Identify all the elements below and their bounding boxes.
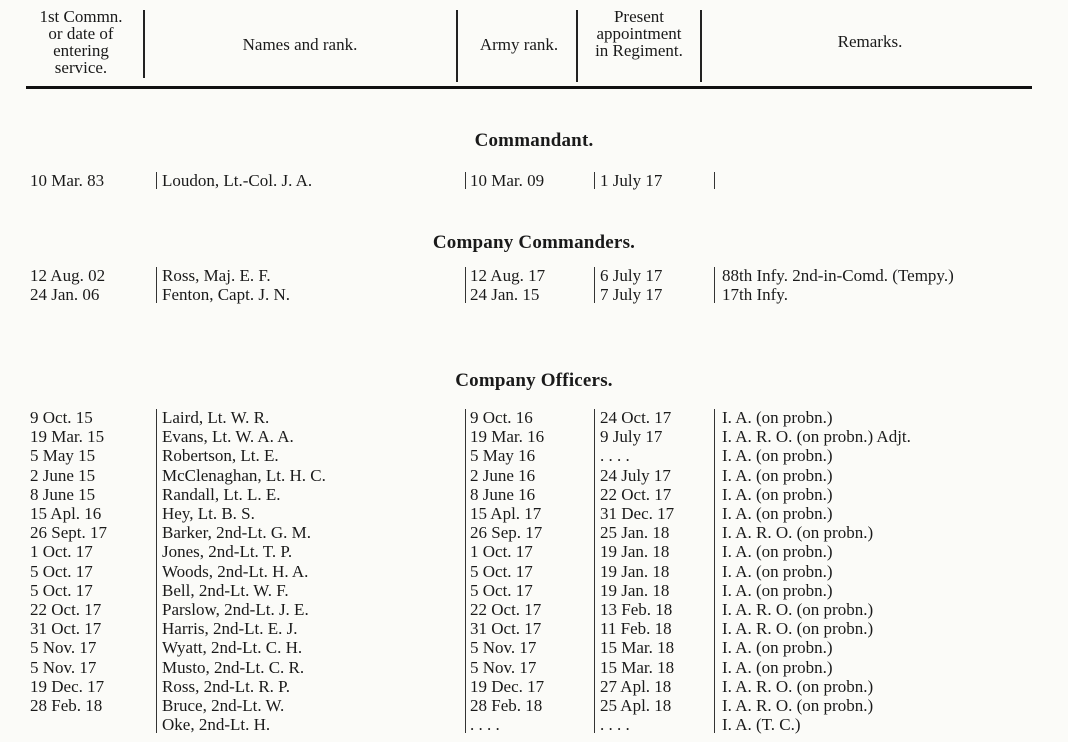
commission-date: 15 Apl. 16 <box>30 504 102 523</box>
section-title-company-officers: Company Officers. <box>455 370 613 391</box>
table-row <box>0 408 1068 427</box>
officer-name: Ross, 2nd-Lt. R. P. <box>162 676 290 696</box>
header-present-appointment: Present appointment in Regiment. <box>595 7 683 60</box>
officer-name: Musto, 2nd-Lt. C. R. <box>162 657 305 677</box>
remarks: I. A. R. O. (on probn.) Adjt. <box>722 427 911 447</box>
army-rank-date: 31 Oct. 17 <box>470 619 542 639</box>
appointment-date: 19 Jan. 18 <box>600 561 670 581</box>
header-army-rank: Army rank. <box>479 35 559 54</box>
column-divider <box>465 267 466 303</box>
army-rank-date: 9 Oct. 16 <box>470 408 533 427</box>
army-rank-date: 1 Oct. 17 <box>470 542 533 562</box>
commission-date: 26 Sept. 17 <box>30 523 107 543</box>
column-divider <box>714 409 715 733</box>
header-names-rank: Names and rank. <box>242 35 358 54</box>
table-row <box>0 523 1068 542</box>
officer-name: Robertson, Lt. E. <box>162 446 279 466</box>
remarks: I. A. (T. C.) <box>722 715 801 735</box>
table-row <box>0 285 1068 304</box>
remarks: I. A. (on probn.) <box>722 408 833 427</box>
appointment-date: 9 July 17 <box>600 427 663 447</box>
army-rank-date: 28 Feb. 18 <box>470 696 543 715</box>
remarks: I. A. R. O. (on probn.) <box>722 696 874 715</box>
appointment-date: 15 Mar. 18 <box>600 657 675 677</box>
army-rank-date: 15 Apl. 17 <box>470 504 542 523</box>
army-rank-date: 10 Mar. 09 <box>470 171 545 190</box>
column-divider <box>594 267 595 303</box>
section-title-commandant: Commandant. <box>474 130 594 151</box>
officer-name: Bell, 2nd-Lt. W. F. <box>162 580 289 600</box>
remarks: I. A. (on probn.) <box>722 580 833 600</box>
column-divider <box>714 267 715 303</box>
officer-name: Laird, Lt. W. R. <box>162 408 270 427</box>
army-rank-date: 19 Dec. 17 <box>470 676 545 696</box>
commission-date: 31 Oct. 17 <box>30 619 102 639</box>
column-divider <box>465 409 466 733</box>
appointment-date: 27 Apl. 18 <box>600 676 672 696</box>
commission-date: 24 Jan. 06 <box>30 285 100 304</box>
officer-name: Jones, 2nd-Lt. T. P. <box>162 542 293 562</box>
officer-name: Harris, 2nd-Lt. E. J. <box>162 619 298 639</box>
appointment-date: 6 July 17 <box>600 266 663 285</box>
appointment-date: . . . . <box>600 715 630 735</box>
appointment-date: 31 Dec. 17 <box>600 504 675 523</box>
commission-date: 12 Aug. 02 <box>30 266 106 285</box>
table-row <box>0 542 1068 561</box>
army-rank-date: 26 Sep. 17 <box>470 523 543 543</box>
remarks: I. A. (on probn.) <box>722 465 833 485</box>
appointment-date: 24 Oct. 17 <box>600 408 672 427</box>
commission-date: 2 June 15 <box>30 465 96 485</box>
officer-name: Woods, 2nd-Lt. H. A. <box>162 561 309 581</box>
remarks: 88th Infy. 2nd-in-Comd. (Tempy.) <box>722 266 954 285</box>
remarks: I. A. R. O. (on probn.) <box>722 600 874 619</box>
commission-date: 5 May 15 <box>30 446 96 466</box>
column-divider <box>714 172 715 189</box>
appointment-date: 13 Feb. 18 <box>600 600 673 619</box>
column-divider <box>594 409 595 733</box>
officer-name: Loudon, Lt.-Col. J. A. <box>162 171 313 190</box>
appointment-date: . . . . <box>600 446 630 466</box>
remarks: I. A. (on probn.) <box>722 504 833 523</box>
header-rule <box>26 86 1032 89</box>
commission-date: 19 Mar. 15 <box>30 427 105 447</box>
officer-name: Wyatt, 2nd-Lt. C. H. <box>162 638 303 658</box>
table-row <box>0 485 1068 504</box>
header-remarks: Remarks. <box>837 32 903 51</box>
commission-date: 22 Oct. 17 <box>30 600 102 619</box>
army-rank-date: . . . . <box>470 715 500 735</box>
commission-date: 28 Feb. 18 <box>30 696 103 715</box>
section-title-company-commanders: Company Commanders. <box>432 232 636 253</box>
officer-name: Bruce, 2nd-Lt. W. <box>162 696 285 715</box>
column-divider <box>156 172 157 189</box>
header-divider <box>576 10 578 82</box>
army-rank-date: 5 Nov. 17 <box>470 657 537 677</box>
table-row <box>0 638 1068 657</box>
commission-date: 9 Oct. 15 <box>30 408 93 427</box>
remarks: I. A. (on probn.) <box>722 484 833 504</box>
table-row <box>0 562 1068 581</box>
army-rank-date: 22 Oct. 17 <box>470 600 542 619</box>
remarks: I. A. (on probn.) <box>722 542 833 562</box>
table-row <box>0 677 1068 696</box>
appointment-date: 25 Apl. 18 <box>600 696 672 715</box>
army-rank-date: 24 Jan. 15 <box>470 285 540 304</box>
remarks: I. A. (on probn.) <box>722 561 833 581</box>
remarks: I. A. (on probn.) <box>722 638 833 658</box>
army-rank-date: 8 June 16 <box>470 484 536 504</box>
appointment-date: 22 Oct. 17 <box>600 484 672 504</box>
officer-name: McClenaghan, Lt. H. C. <box>162 465 326 485</box>
header-divider <box>700 10 702 82</box>
remarks: I. A. (on probn.) <box>722 657 833 677</box>
column-divider <box>594 172 595 189</box>
officer-name: Oke, 2nd-Lt. H. <box>162 715 271 735</box>
table-row <box>0 504 1068 523</box>
table-row <box>0 715 1068 734</box>
remarks: 17th Infy. <box>722 285 788 304</box>
header-divider <box>456 10 458 82</box>
army-rank-date: 5 May 16 <box>470 446 536 466</box>
appointment-date: 11 Feb. 18 <box>600 619 672 639</box>
officer-name: Evans, Lt. W. A. A. <box>162 427 294 447</box>
table-row <box>0 446 1068 465</box>
column-divider <box>156 267 157 303</box>
commission-date: 19 Dec. 17 <box>30 676 105 696</box>
army-rank-date: 5 Oct. 17 <box>470 580 533 600</box>
officer-name: Parslow, 2nd-Lt. J. E. <box>162 600 309 619</box>
commission-date: 5 Nov. 17 <box>30 638 97 658</box>
table-row <box>0 696 1068 715</box>
header-commission-date: 1st Commn. or date of entering service. <box>39 7 123 77</box>
officer-name: Fenton, Capt. J. N. <box>162 285 290 304</box>
commission-date: 10 Mar. 83 <box>30 171 105 190</box>
commission-date: 5 Nov. 17 <box>30 657 97 677</box>
table-row <box>0 427 1068 446</box>
table-row <box>0 266 1068 285</box>
table-row <box>0 171 1068 190</box>
remarks: I. A. R. O. (on probn.) <box>722 619 874 639</box>
column-divider <box>156 409 157 733</box>
appointment-date: 25 Jan. 18 <box>600 523 670 543</box>
army-rank-date: 5 Oct. 17 <box>470 561 533 581</box>
appointment-date: 19 Jan. 18 <box>600 580 670 600</box>
appointment-date: 19 Jan. 18 <box>600 542 670 562</box>
appointment-date: 15 Mar. 18 <box>600 638 675 658</box>
commission-date: 8 June 15 <box>30 484 96 504</box>
officer-name: Barker, 2nd-Lt. G. M. <box>162 523 311 543</box>
table-header <box>0 0 1068 84</box>
table-row <box>0 581 1068 600</box>
army-rank-date: 19 Mar. 16 <box>470 427 545 447</box>
army-rank-date: 12 Aug. 17 <box>470 266 546 285</box>
commission-date: 5 Oct. 17 <box>30 561 93 581</box>
officer-name: Ross, Maj. E. F. <box>162 266 271 285</box>
officer-name: Hey, Lt. B. S. <box>162 504 255 523</box>
army-rank-date: 5 Nov. 17 <box>470 638 537 658</box>
appointment-date: 24 July 17 <box>600 465 671 485</box>
table-row <box>0 658 1068 677</box>
officer-name: Randall, Lt. L. E. <box>162 484 281 504</box>
table-row <box>0 619 1068 638</box>
table-row <box>0 600 1068 619</box>
remarks: I. A. R. O. (on probn.) <box>722 676 874 696</box>
appointment-date: 1 July 17 <box>600 171 663 190</box>
appointment-date: 7 July 17 <box>600 285 663 304</box>
remarks: I. A. (on probn.) <box>722 446 833 466</box>
commission-date: 5 Oct. 17 <box>30 580 93 600</box>
column-divider <box>465 172 466 189</box>
table-row <box>0 466 1068 485</box>
army-rank-date: 2 June 16 <box>470 465 536 485</box>
commission-date: 1 Oct. 17 <box>30 542 93 562</box>
header-divider <box>143 10 145 78</box>
remarks: I. A. R. O. (on probn.) <box>722 523 874 543</box>
